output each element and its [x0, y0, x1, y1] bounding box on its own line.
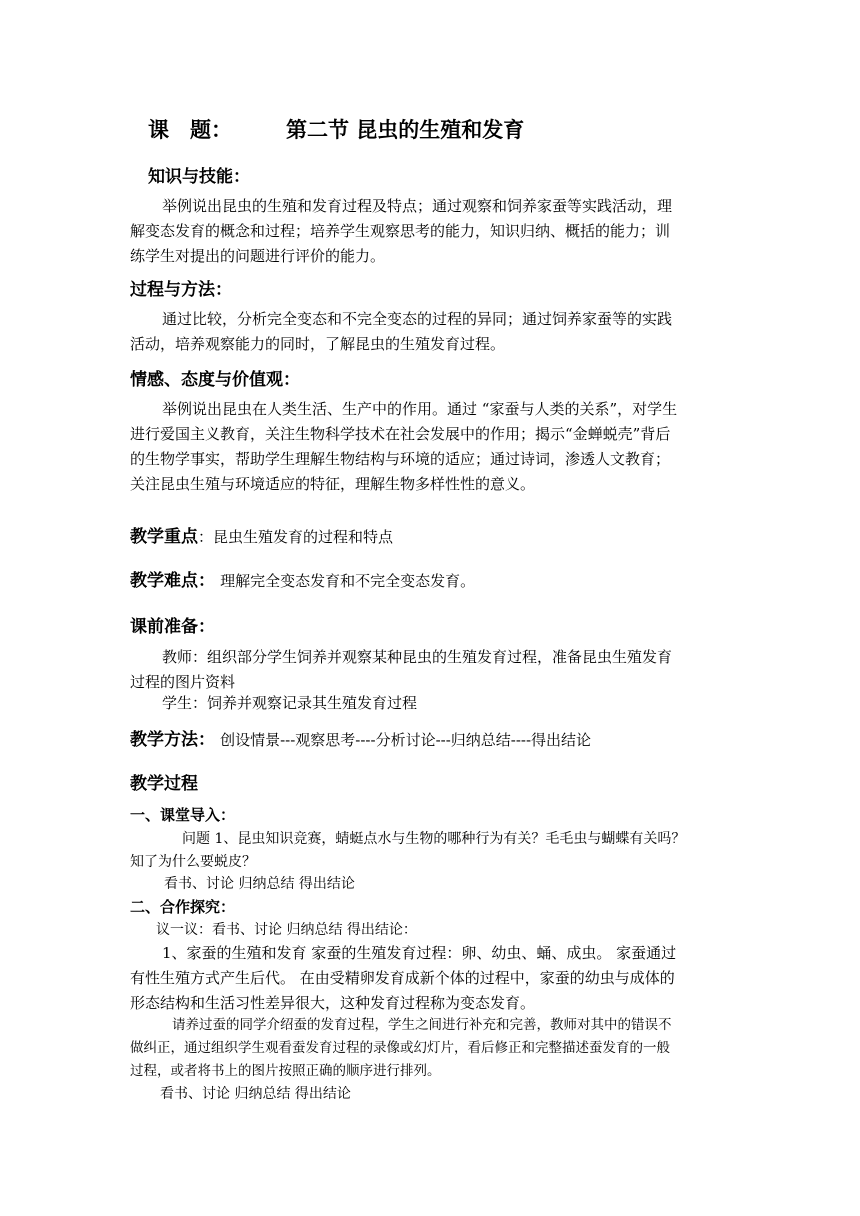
process-paragraph	[130, 307, 672, 357]
text-line: 做纠正，通过组织学生观看蚕发育过程的录像或幻灯片，看后修正和完整描述蚕发育的一般	[130, 1040, 670, 1056]
text-line: 活动，培养观察能力的同时，了解昆虫的生殖发育过程。	[130, 335, 506, 353]
part2-paragraph-1	[130, 941, 676, 1016]
text-line: 进行爱国主义教育，关注生物科学技术在社会发展中的作用；揭示“金蝉蜕壳”背后	[130, 425, 671, 443]
preparation-student: 学生：饲养并观察记录其生殖发育过程	[162, 694, 418, 712]
preparation-teacher	[130, 645, 672, 695]
text-line: 过程，或者将书上的图片按照正确的顺序进行排列。	[130, 1063, 441, 1079]
text-line: 举例说出昆虫在人类生活、生产中的作用。通过 “家蚕与人类的关系”，对学生	[162, 400, 678, 418]
process-heading: 过程与方法：	[130, 280, 232, 300]
text-line: 过程的图片资料	[130, 673, 236, 691]
method-text: 创设情景---观察思考----分析讨论---归纳总结----得出结论	[220, 731, 592, 749]
key-point-row	[130, 522, 393, 550]
text-line: 练学生对提出的问题进行评价的能力。	[130, 247, 386, 265]
lesson-label: 课 题：	[148, 118, 232, 142]
part2-paragraph-2	[130, 1014, 672, 1083]
text-line: 知了为什么要蜕皮？	[130, 854, 256, 870]
text-line: 关注昆虫生殖与环境适应的特征，理解生物多样性性的意义。	[130, 475, 536, 493]
text-line: 通过比较，分析完全变态和不完全变态的过程的异同；通过饲养家蚕等的实践	[162, 310, 673, 328]
method-heading: 教学方法：	[130, 730, 215, 750]
text-line: 教师：组织部分学生饲养并观察某种昆虫的生殖发育过程，准备昆虫生殖发育	[162, 648, 673, 666]
part2-note: 看书、讨论 归纳总结 得出结论	[160, 1086, 351, 1102]
text-line: 请养过蚕的同学介绍蚕的发育过程，学生之间进行补充和完善，教师对其中的错误不	[172, 1017, 672, 1033]
lesson-title: 第二节 昆虫的生殖和发育	[286, 118, 525, 142]
text-line: 有性生殖方式产生后代。 在由受精卵发育成新个体的过程中，家蚕的幼虫与成体的	[130, 969, 675, 987]
emotion-heading: 情感、态度与价值观：	[130, 370, 300, 390]
text-line: 1、家蚕的生殖和发育 家蚕的生殖发育过程：卵、幼虫、蛹、成虫。 家蚕通过	[162, 944, 677, 962]
difficult-point-text: 理解完全变态发育和不完全变态发育。	[220, 572, 476, 590]
emotion-paragraph	[130, 397, 677, 497]
part1-note: 看书、讨论 归纳总结 得出结论	[164, 876, 355, 892]
text-line: 解变态发育的概念和过程；培养学生观察思考的能力，知识归纳、概括的能力；训	[130, 222, 671, 240]
part1-paragraph	[130, 828, 685, 874]
part2-intro: 议一议：看书、讨论 归纳总结 得出结论：	[156, 922, 417, 938]
text-line: 问题 1、昆虫知识竞赛，蜻蜓点水与生物的哪种行为有关？毛毛虫与蝴蝶有关吗？	[182, 831, 686, 847]
key-point-colon: ：	[198, 528, 214, 546]
preparation-heading: 课前准备：	[130, 617, 215, 637]
knowledge-heading: 知识与技能：	[148, 167, 250, 187]
part2-heading: 二、合作探究：	[130, 898, 236, 916]
text-line: 的生物学事实，帮助学生理解生物结构与环境的适应；通过诗词，渗透人文教育；	[130, 450, 671, 468]
procedure-heading: 教学过程	[130, 774, 198, 794]
difficult-point-heading: 教学难点：	[130, 571, 215, 591]
text-line: 形态结构和生活习性差异很大，这种发育过程称为变态发育。	[130, 994, 536, 1012]
key-point-heading: 教学重点	[130, 527, 198, 547]
key-point-text: 昆虫生殖发育的过程和特点	[213, 528, 394, 546]
part1-heading: 一、课堂导入：	[130, 806, 236, 824]
method-row	[130, 725, 591, 753]
difficult-point-row	[130, 566, 475, 594]
knowledge-paragraph	[130, 194, 672, 269]
text-line: 举例说出昆虫的生殖和发育过程及特点；通过观察和饲养家蚕等实践活动，理	[162, 197, 673, 215]
